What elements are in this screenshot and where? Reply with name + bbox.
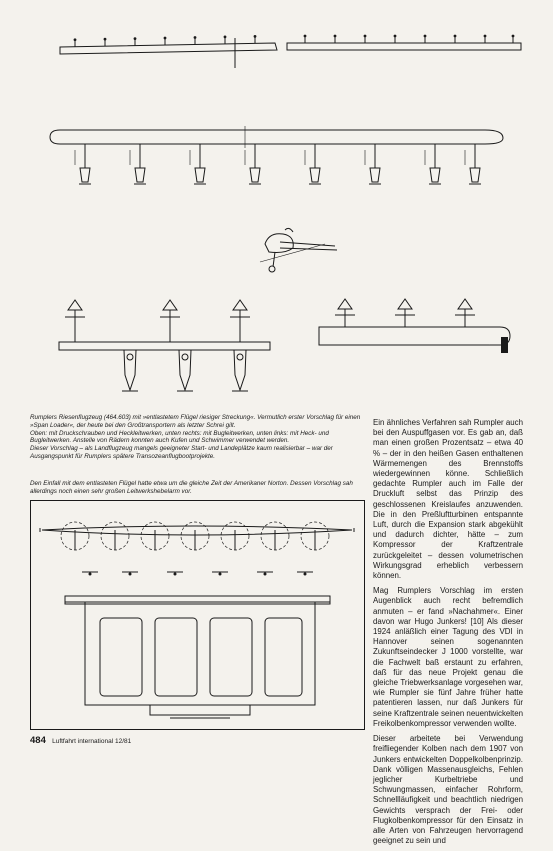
- figure-front-elevation: [45, 120, 510, 195]
- figure-bottom-left-view: [55, 295, 275, 400]
- figure-caption-norton: [30, 480, 370, 496]
- article-body-column: [373, 418, 523, 851]
- magazine-name: Luftfahrt international 12/81: [52, 738, 132, 745]
- figure-side-view: [255, 222, 340, 277]
- figure-caption-main: [30, 414, 370, 461]
- body-paragraph-3: Dieser arbeitete bei Verwendung freifliegender Kolben nach dem 1907 von Junkers entwickelten Doppelkolbenprinzip. Dank völligen Massenausgleichs, Fehlen jeglicher Kurbeltriebe und Schwungmassen, einfacher Rohrform, Schnellläufigkeit und beachtlich niedrigen Gewichts versprach der Frei- oder Flugkolbenkompressor für den Einsatz in alle Arten von Fahrzeugen hervorragend geeignet zu sein und: [373, 734, 523, 846]
- caption-line-3: Dieser Vorschlag – als Landflugzeug mangels geeigneter Start- und Landeplätze kaum realisierbar – war der Ausgangspunkt für Rumplers spätere Transozeanflugbootprojekte.: [30, 445, 333, 460]
- figure-norton-drawing: [30, 500, 365, 730]
- page-number: 484: [30, 735, 46, 746]
- caption-line-2: Oben: mit Druckschrauben und Heckleitwerken, unten rechts: mit Bugleitwerken, unten links: mit Heck- und Bugleitwerken. Anstelle von Rädern konnten auch Kufen und Schwimmer verwendet werden.: [30, 429, 329, 445]
- body-paragraph-2: Mag Rumplers Vorschlag im ersten Augenblick auch recht befremdlich anmuten – er fand »Nachahmer«. Einer davon war Hugo Junkers! [10] Als dieser 1924 anläßlich einer Tagung des VDI in Hannover seinen sogenannten Zukunftseindecker J 1000 vorstellte, war die Fachwelt baß erstaunt zu erfahren, daß für das neue Projekt genau die gleiche Triebwerksanlage vorgesehen war, wie Rumpler sie fünf Jahre früher hatte patentieren lassen, nur daß Junkers für seine Kraftzentrale seinen neuentwickelten Freikolbenkompressor verwenden wollte.: [373, 586, 524, 728]
- figure-top-plan-view: [55, 28, 525, 76]
- page-footer: [30, 735, 131, 746]
- body-paragraph-1: Ein ähnliches Verfahren sah Rumpler auch bei den Auspuffgasen vor. Es gab an, daß man einen großen Prozentsatz – etwa 40 % – der in den heißen Gasen enthaltenen Wärmemengen des Brennstoffs wiedergewinnen könne. Schließlich gedachte Rumpler auch im Falle der Druckluft selbst das Prinzip des geschlossenen Kreislaufes anzuwenden. Die in den Preßluftturbinen entspannte Luft, durch die Expansion stark abgekühlt und dadurch dichter, hätte – zum Kompressor der Kraftzentrale zurückgeleitet – dessen volumetrischen Wirkungsgrad erheblich verbessern können.: [373, 418, 523, 581]
- caption-norton-text: Den Einfall mit dem entlasteten Flügel hatte etwa um die gleiche Zeit der Amerikaner Norton. Dessen Vorschlag sah allerdings noch einen sehr großen Leitwerkshebelarm vor.: [30, 480, 353, 495]
- caption-line-1: Rumplers Riesenflugzeug (464.603) mit »entlastetem Flügel riesiger Streckung«. Vermutlich erster Vorschlag für einen »Span Loader«, der heute bei den Großtransportern als letzter Schrei gilt.: [30, 414, 361, 429]
- figure-bottom-right-view: [315, 295, 525, 365]
